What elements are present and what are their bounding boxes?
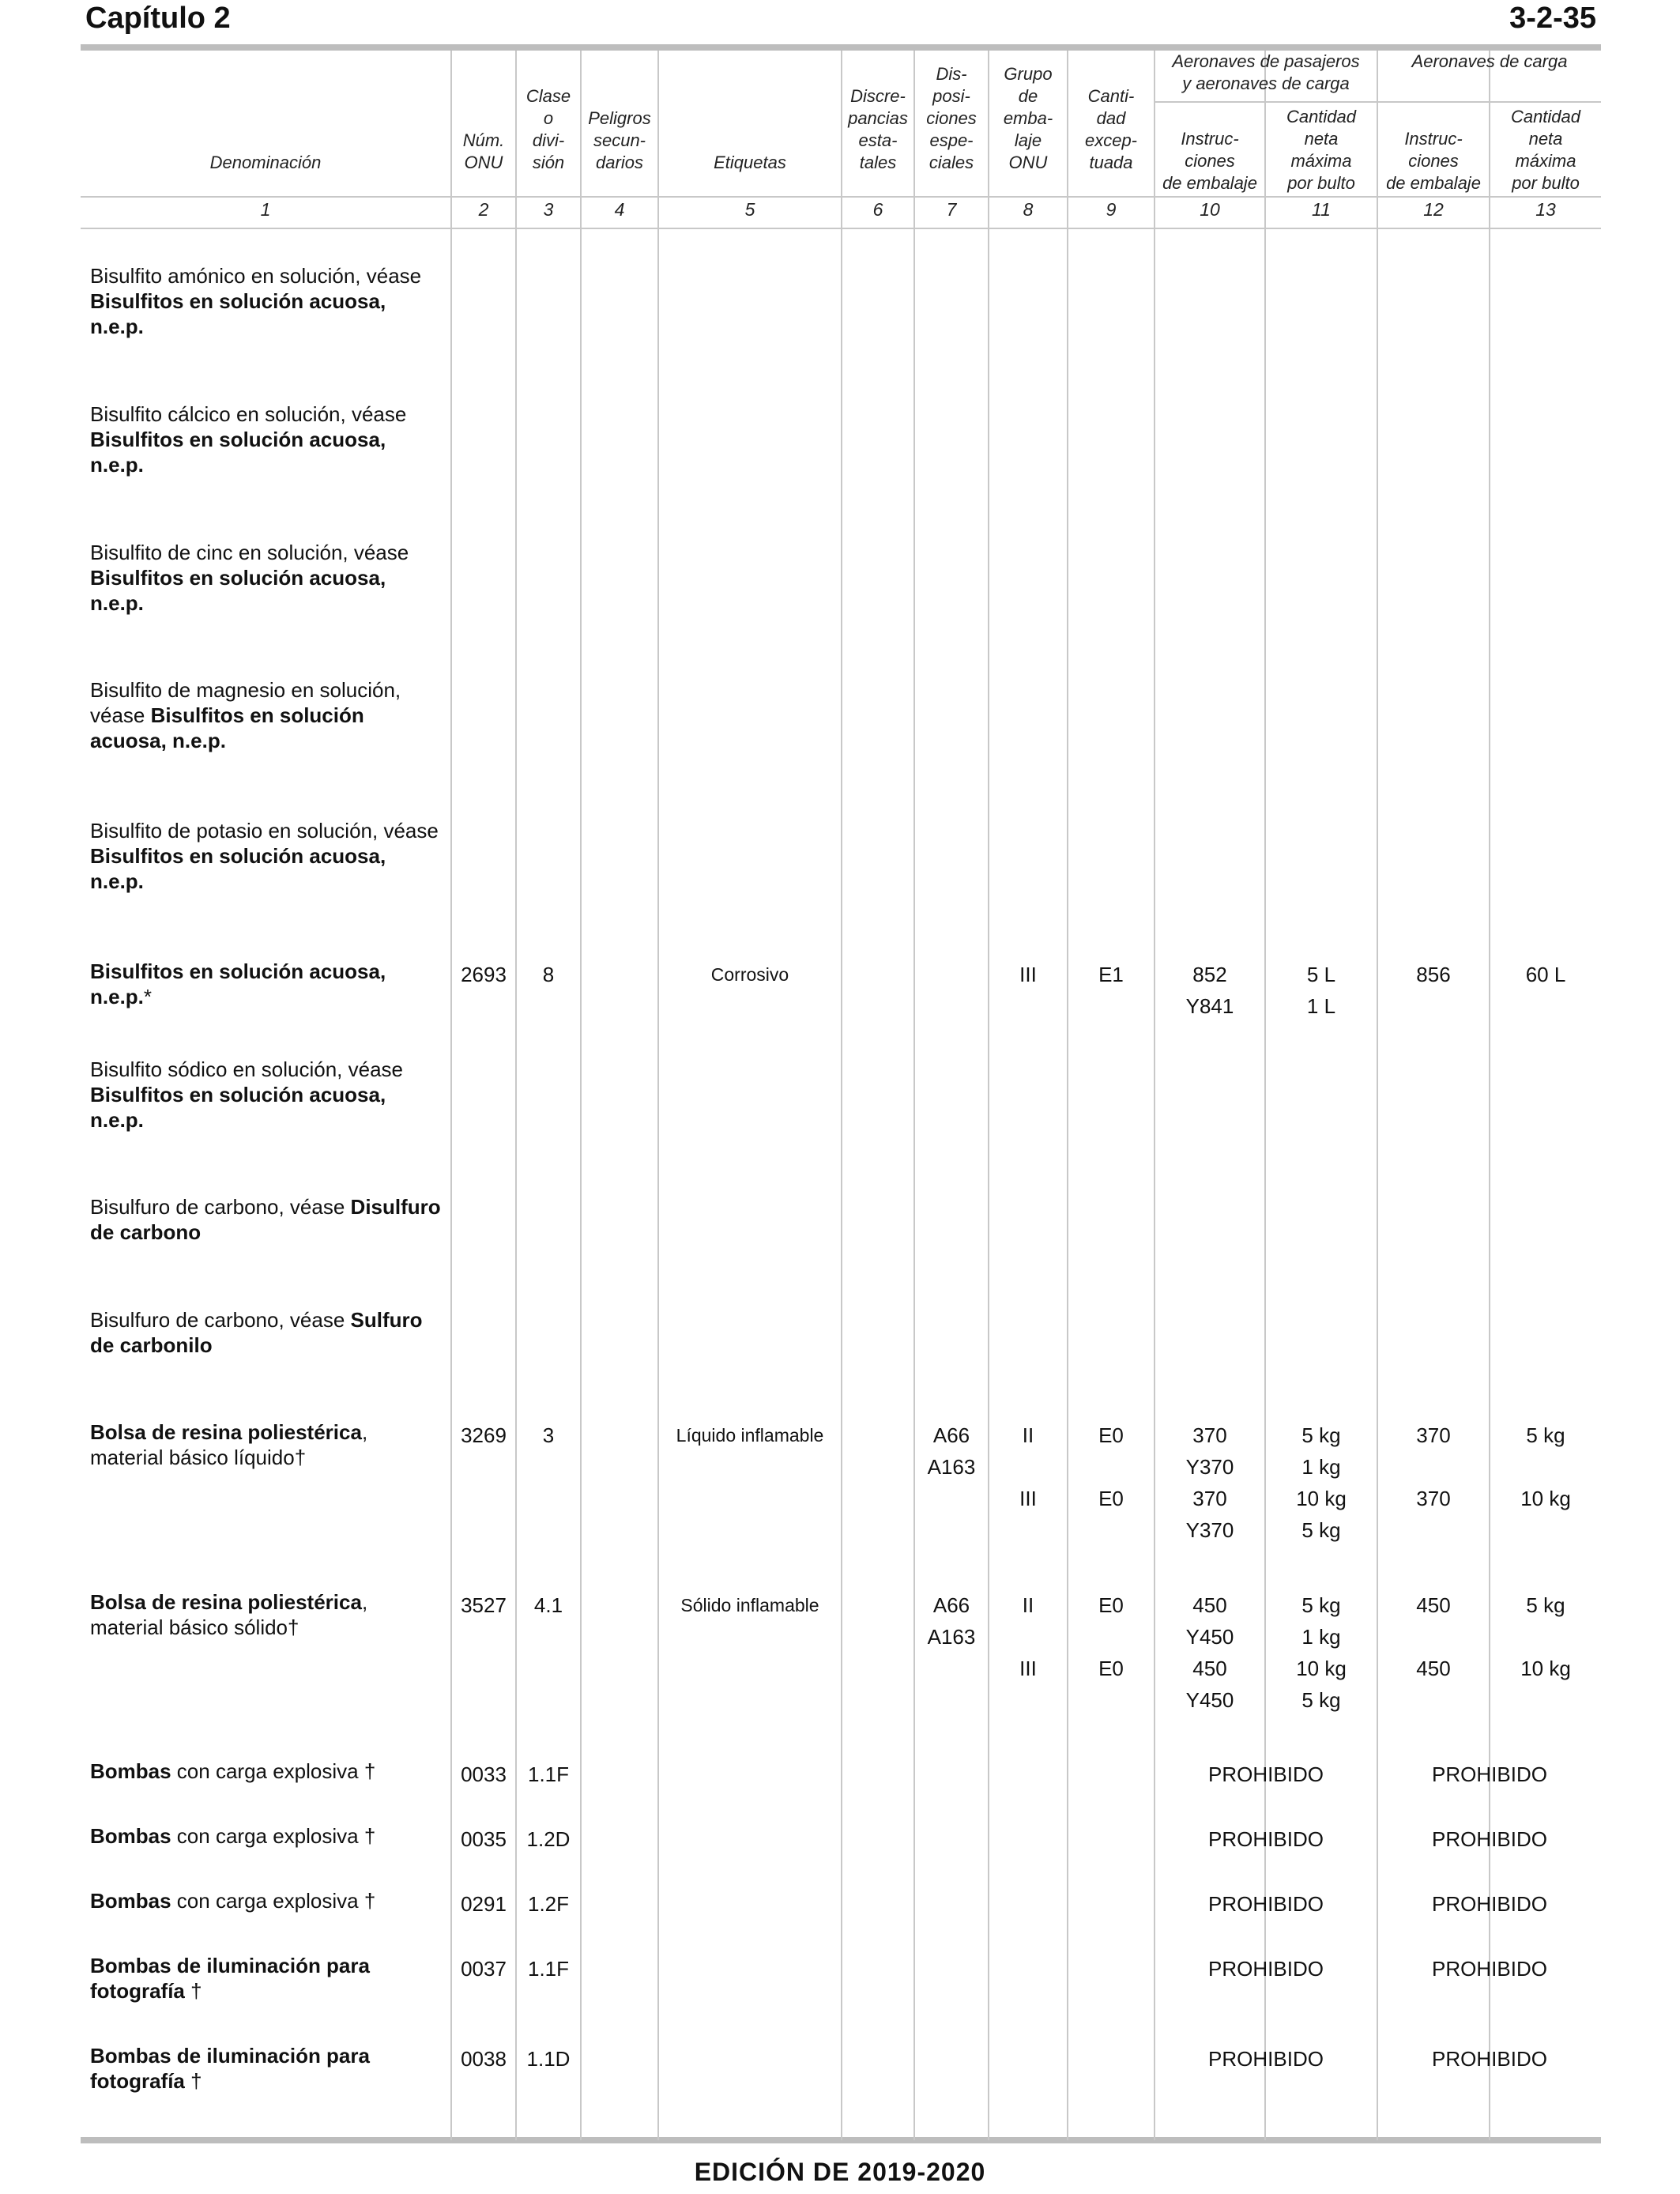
packing-group: III [1019,963,1037,986]
header-text: ciones [926,108,977,128]
name-text: con carga explosiva † [171,1889,376,1913]
header-text: espe- [929,130,974,150]
header-text: Instruc- [1404,129,1463,149]
cell-value: 1 L [1306,994,1336,1018]
hazard-label: Líquido inflamable [676,1425,824,1446]
table-row-name [90,1888,444,1913]
excepted-quantity [1068,1419,1154,1514]
header-text: darios [596,153,643,172]
column-divider [841,51,842,2140]
table-row-name [90,401,444,477]
header-text: laje [1014,130,1042,150]
header-text: Peligros [588,108,651,128]
table-row-name [90,1953,444,2004]
column-divider [580,51,582,2140]
name-text-bold: Bombas [90,1759,171,1783]
header-disposiciones [915,55,988,174]
column-number: 5 [744,199,755,220]
header-cantidad-exceptuada [1068,55,1154,174]
pax-prohibited: PROHIBIDO [1208,1827,1324,1851]
header-text: o [543,108,554,128]
cell-value: 5 kg [1301,1593,1341,1617]
pax-packing-instruction [1155,1419,1264,1546]
header-text: y aeronaves de carga [1182,74,1350,93]
class-division: 8 [542,963,555,986]
cell-value: 10 kg [1296,1657,1347,1680]
column-number: 10 [1200,199,1220,220]
cao-packing-instruction [1378,1589,1489,1684]
header-text: Cantidad [1286,107,1357,126]
table-row-name [90,540,444,616]
cell-value: II [1022,1423,1034,1447]
column-divider [988,51,989,2140]
name-text-bold: Bisulfitos en solución acuosa, n.e.p. [90,1083,386,1132]
cell-value: 1 kg [1301,1455,1341,1479]
header-text: excep- [1084,130,1138,150]
column-number: 1 [260,199,271,220]
cao-prohibited: PROHIBIDO [1432,1762,1547,1786]
column-number: 11 [1312,199,1331,220]
cell-value: III [1019,1657,1037,1680]
cell-value: 5 kg [1526,1593,1565,1617]
header-clase [517,55,580,174]
cell-value: A163 [927,1625,976,1649]
pax-prohibited: PROHIBIDO [1208,1892,1324,1916]
header-text: tuada [1089,153,1133,172]
header-discrepancias [842,55,913,174]
name-text: Bisulfito de cinc en solución, véase [90,541,409,564]
cao-max-quantity: 60 L [1525,963,1566,986]
edition-footer: EDICIÓN DE 2019-2020 [694,2158,986,2186]
header-etiquetas [659,55,841,174]
header-num-onu [452,55,515,174]
pax-max-quantity [1266,1589,1377,1716]
cao-prohibited: PROHIBIDO [1432,1957,1547,1981]
class-division: 1.1F [527,1957,570,1981]
hazard-label: Corrosivo [710,964,789,985]
cell-value: 450 [1192,1657,1227,1680]
name-text: † [184,2069,202,2093]
header-pax-instrucciones [1155,106,1264,194]
header-text: por bulto [1287,173,1355,193]
header-text: Aeronaves de pasajeros [1172,51,1360,71]
column-number: 2 [478,199,489,220]
cell-value: E0 [1098,1593,1124,1617]
cell-value: 450 [1416,1593,1451,1617]
header-text: Aeronaves de carga [1411,51,1568,71]
class-division: 1.2F [527,1892,570,1916]
pax-max-quantity [1266,959,1377,1022]
header-divider [81,196,1601,198]
cao-packing-instruction [1378,1419,1489,1514]
name-text: , material básico líquido† [90,1420,368,1469]
cell-value: 370 [1192,1487,1227,1510]
hazard-label: Sólido inflamable [680,1595,819,1615]
header-peligros [582,55,657,174]
class-division: 1.1F [527,1762,570,1786]
header-pax-cantidad [1266,106,1377,194]
packing-group [989,1419,1067,1514]
header-text: ciones [1185,151,1235,171]
header-text: pancias [848,108,908,128]
cao-max-quantity [1490,1419,1601,1514]
name-text-bold: Bisulfitos en solución acuosa, n.e.p. [90,959,386,1008]
column-number-divider [81,228,1601,229]
cell-value: Y370 [1185,1455,1234,1479]
top-rule [81,44,1601,51]
cao-prohibited: PROHIBIDO [1432,2047,1547,2071]
table-row-name [90,1194,444,1245]
name-text: † [184,1979,202,2003]
column-divider [913,51,915,2140]
cao-max-quantity [1490,1589,1601,1684]
cao-packing-instruction: 856 [1416,963,1451,986]
cell-value: 1 kg [1301,1625,1341,1649]
name-text-bold: Bombas [90,1824,171,1848]
special-provisions [915,1419,988,1483]
header-text: Núm. [462,130,505,150]
class-division: 1.2D [526,1827,571,1851]
header-grupo [989,55,1067,174]
name-text-bold: Bolsa de resina poliestérica [90,1590,362,1614]
table-row-name [90,1589,444,1640]
cell-value: 5 kg [1301,1518,1341,1542]
cell-value: 450 [1192,1593,1227,1617]
cell-value: Y450 [1185,1625,1234,1649]
name-text: Bisulfito sódico en solución, véase [90,1057,404,1081]
header-text: neta [1304,129,1339,149]
header-text: ciones [1408,151,1459,171]
header-cao-instrucciones [1378,106,1489,194]
table-row-name [90,818,444,894]
cell-value: 370 [1416,1423,1451,1447]
header-text: Dis- [936,64,967,84]
column-number: 3 [543,199,554,220]
excepted-quantity: E1 [1098,963,1124,986]
header-text: esta- [858,130,898,150]
header-text: Canti- [1087,86,1135,106]
header-text: de embalaje [1162,173,1257,193]
header-text: ciales [929,153,974,172]
header-text: posi- [932,86,970,106]
header-text: secun- [593,130,646,150]
cell-value: A66 [932,1593,970,1617]
cell-value: A66 [932,1423,970,1447]
group-header-divider [1154,101,1601,103]
table-row-name [90,2043,444,2094]
table-row-name [90,1823,444,1849]
name-text: Bisulfito cálcico en solución, véase [90,402,407,426]
header-text: neta [1528,129,1563,149]
cell-value: 10 kg [1520,1657,1571,1680]
header-cao-cantidad [1490,106,1601,194]
name-text-bold: Sulfuro de carbonilo [90,1308,423,1357]
pax-packing-instruction [1155,959,1264,1022]
name-text-bold: Bisulfitos en solución acuosa, n.e.p. [90,566,386,615]
cell-value: 10 kg [1520,1487,1571,1510]
header-text: tales [859,153,897,172]
column-divider [657,51,659,2140]
header-text: Discre- [850,86,906,106]
name-text: * [143,985,153,1008]
cao-prohibited: PROHIBIDO [1432,1827,1547,1851]
table-row-name [90,1307,444,1358]
name-text: con carga explosiva † [171,1824,376,1848]
header-carga-group [1378,51,1601,73]
header-text: Cantidad [1510,107,1581,126]
un-number: 0035 [461,1827,507,1851]
column-number: 13 [1535,199,1556,220]
cell-value: Y450 [1185,1688,1234,1712]
name-text: Bisulfito de magnesio en solución, véase [90,678,401,727]
cell-value: A163 [927,1455,976,1479]
cell-value: 5 kg [1526,1423,1565,1447]
cell-value: E0 [1098,1657,1124,1680]
column-number: 8 [1023,199,1034,220]
special-provisions [915,1589,988,1653]
header-denominacion [81,55,450,174]
header-text: dad [1096,108,1126,128]
header-text: Grupo [1004,64,1053,84]
name-text-bold: Disulfuro de carbono [90,1195,441,1244]
un-number: 0033 [461,1762,507,1786]
class-division: 4.1 [533,1593,563,1617]
cell-value: 852 [1192,963,1227,986]
cell-value: III [1019,1487,1037,1510]
header-text: Clase [525,86,571,106]
header-text: por bulto [1512,173,1580,193]
name-text: Bisulfuro de carbono, véase [90,1308,345,1332]
page-number: 3-2-35 [1509,2,1596,35]
header-text: máxima [1290,151,1352,171]
header-text: emba- [1003,108,1053,128]
un-number: 2693 [461,963,507,986]
header-text: máxima [1515,151,1576,171]
name-text: con carga explosiva † [171,1759,376,1783]
column-number: 7 [946,199,957,220]
column-divider [1067,51,1068,2140]
column-number: 12 [1423,199,1444,220]
un-number: 3269 [461,1423,507,1447]
column-number: 4 [614,199,625,220]
cell-value: E0 [1098,1423,1124,1447]
un-number: 0038 [461,2047,507,2071]
cao-prohibited: PROHIBIDO [1432,1892,1547,1916]
header-text: de embalaje [1386,173,1481,193]
name-text-bold: Bolsa de resina poliestérica [90,1420,362,1444]
name-text-bold: Bisulfitos en solución acuosa, n.e.p. [90,289,386,338]
un-number: 0037 [461,1957,507,1981]
header-text: ONU [464,153,503,172]
name-text-bold: Bisulfitos en solución acuosa, n.e.p. [90,428,386,477]
cell-value: 370 [1192,1423,1227,1447]
cell-value: 5 L [1306,963,1336,986]
name-text: Bisulfito amónico en solución, véase [90,264,422,288]
pax-prohibited: PROHIBIDO [1208,1762,1324,1786]
cell-value: 370 [1416,1487,1451,1510]
table-row-name [90,1759,444,1784]
name-text: , material básico sólido† [90,1590,368,1639]
name-text-bold: Bombas de iluminación para fotografía [90,2044,370,2093]
pax-packing-instruction [1155,1589,1264,1716]
name-text-bold: Bombas de iluminación para fotografía [90,1954,370,2003]
header-text: Instruc- [1181,129,1239,149]
pax-prohibited: PROHIBIDO [1208,2047,1324,2071]
name-text-bold: Bisulfitos en solución acuosa, n.e.p. [90,844,386,893]
table-row-name [90,677,444,753]
pax-prohibited: PROHIBIDO [1208,1957,1324,1981]
un-number: 0291 [461,1892,507,1916]
cell-value: Y841 [1185,994,1234,1018]
cell-value: Y370 [1185,1518,1234,1542]
name-text: Bisulfuro de carbono, véase [90,1195,345,1219]
table-row-name [90,263,444,339]
cell-value: 10 kg [1296,1487,1347,1510]
cell-value: 5 kg [1301,1423,1341,1447]
name-text: Bisulfito de potasio en solución, véase [90,819,439,843]
header-pasajeros-group [1155,51,1377,95]
excepted-quantity [1068,1589,1154,1684]
table-row-name [90,1419,444,1470]
header-text: Etiquetas [714,153,786,172]
class-division: 1.1D [526,2047,571,2071]
table-row-name [90,959,444,1009]
cell-value: II [1022,1593,1034,1617]
column-number: 9 [1106,199,1117,220]
header-text: Denominación [209,153,322,172]
cell-value: 5 kg [1301,1688,1341,1712]
un-number: 3527 [461,1593,507,1617]
header-text: ONU [1008,153,1048,172]
header-text: sión [532,153,565,172]
cell-value: 450 [1416,1657,1451,1680]
column-number: 6 [872,199,883,220]
packing-group [989,1589,1067,1684]
name-text-bold: Bombas [90,1889,171,1913]
table-row-name [90,1057,444,1133]
header-text: divi- [532,130,565,150]
chapter-title: Capítulo 2 [85,2,231,35]
class-division: 3 [542,1423,555,1447]
header-text: de [1018,86,1038,106]
name-text-bold: Bisulfitos en solución acuosa, n.e.p. [90,703,364,752]
pax-max-quantity [1266,1419,1377,1546]
cell-value: E0 [1098,1487,1124,1510]
